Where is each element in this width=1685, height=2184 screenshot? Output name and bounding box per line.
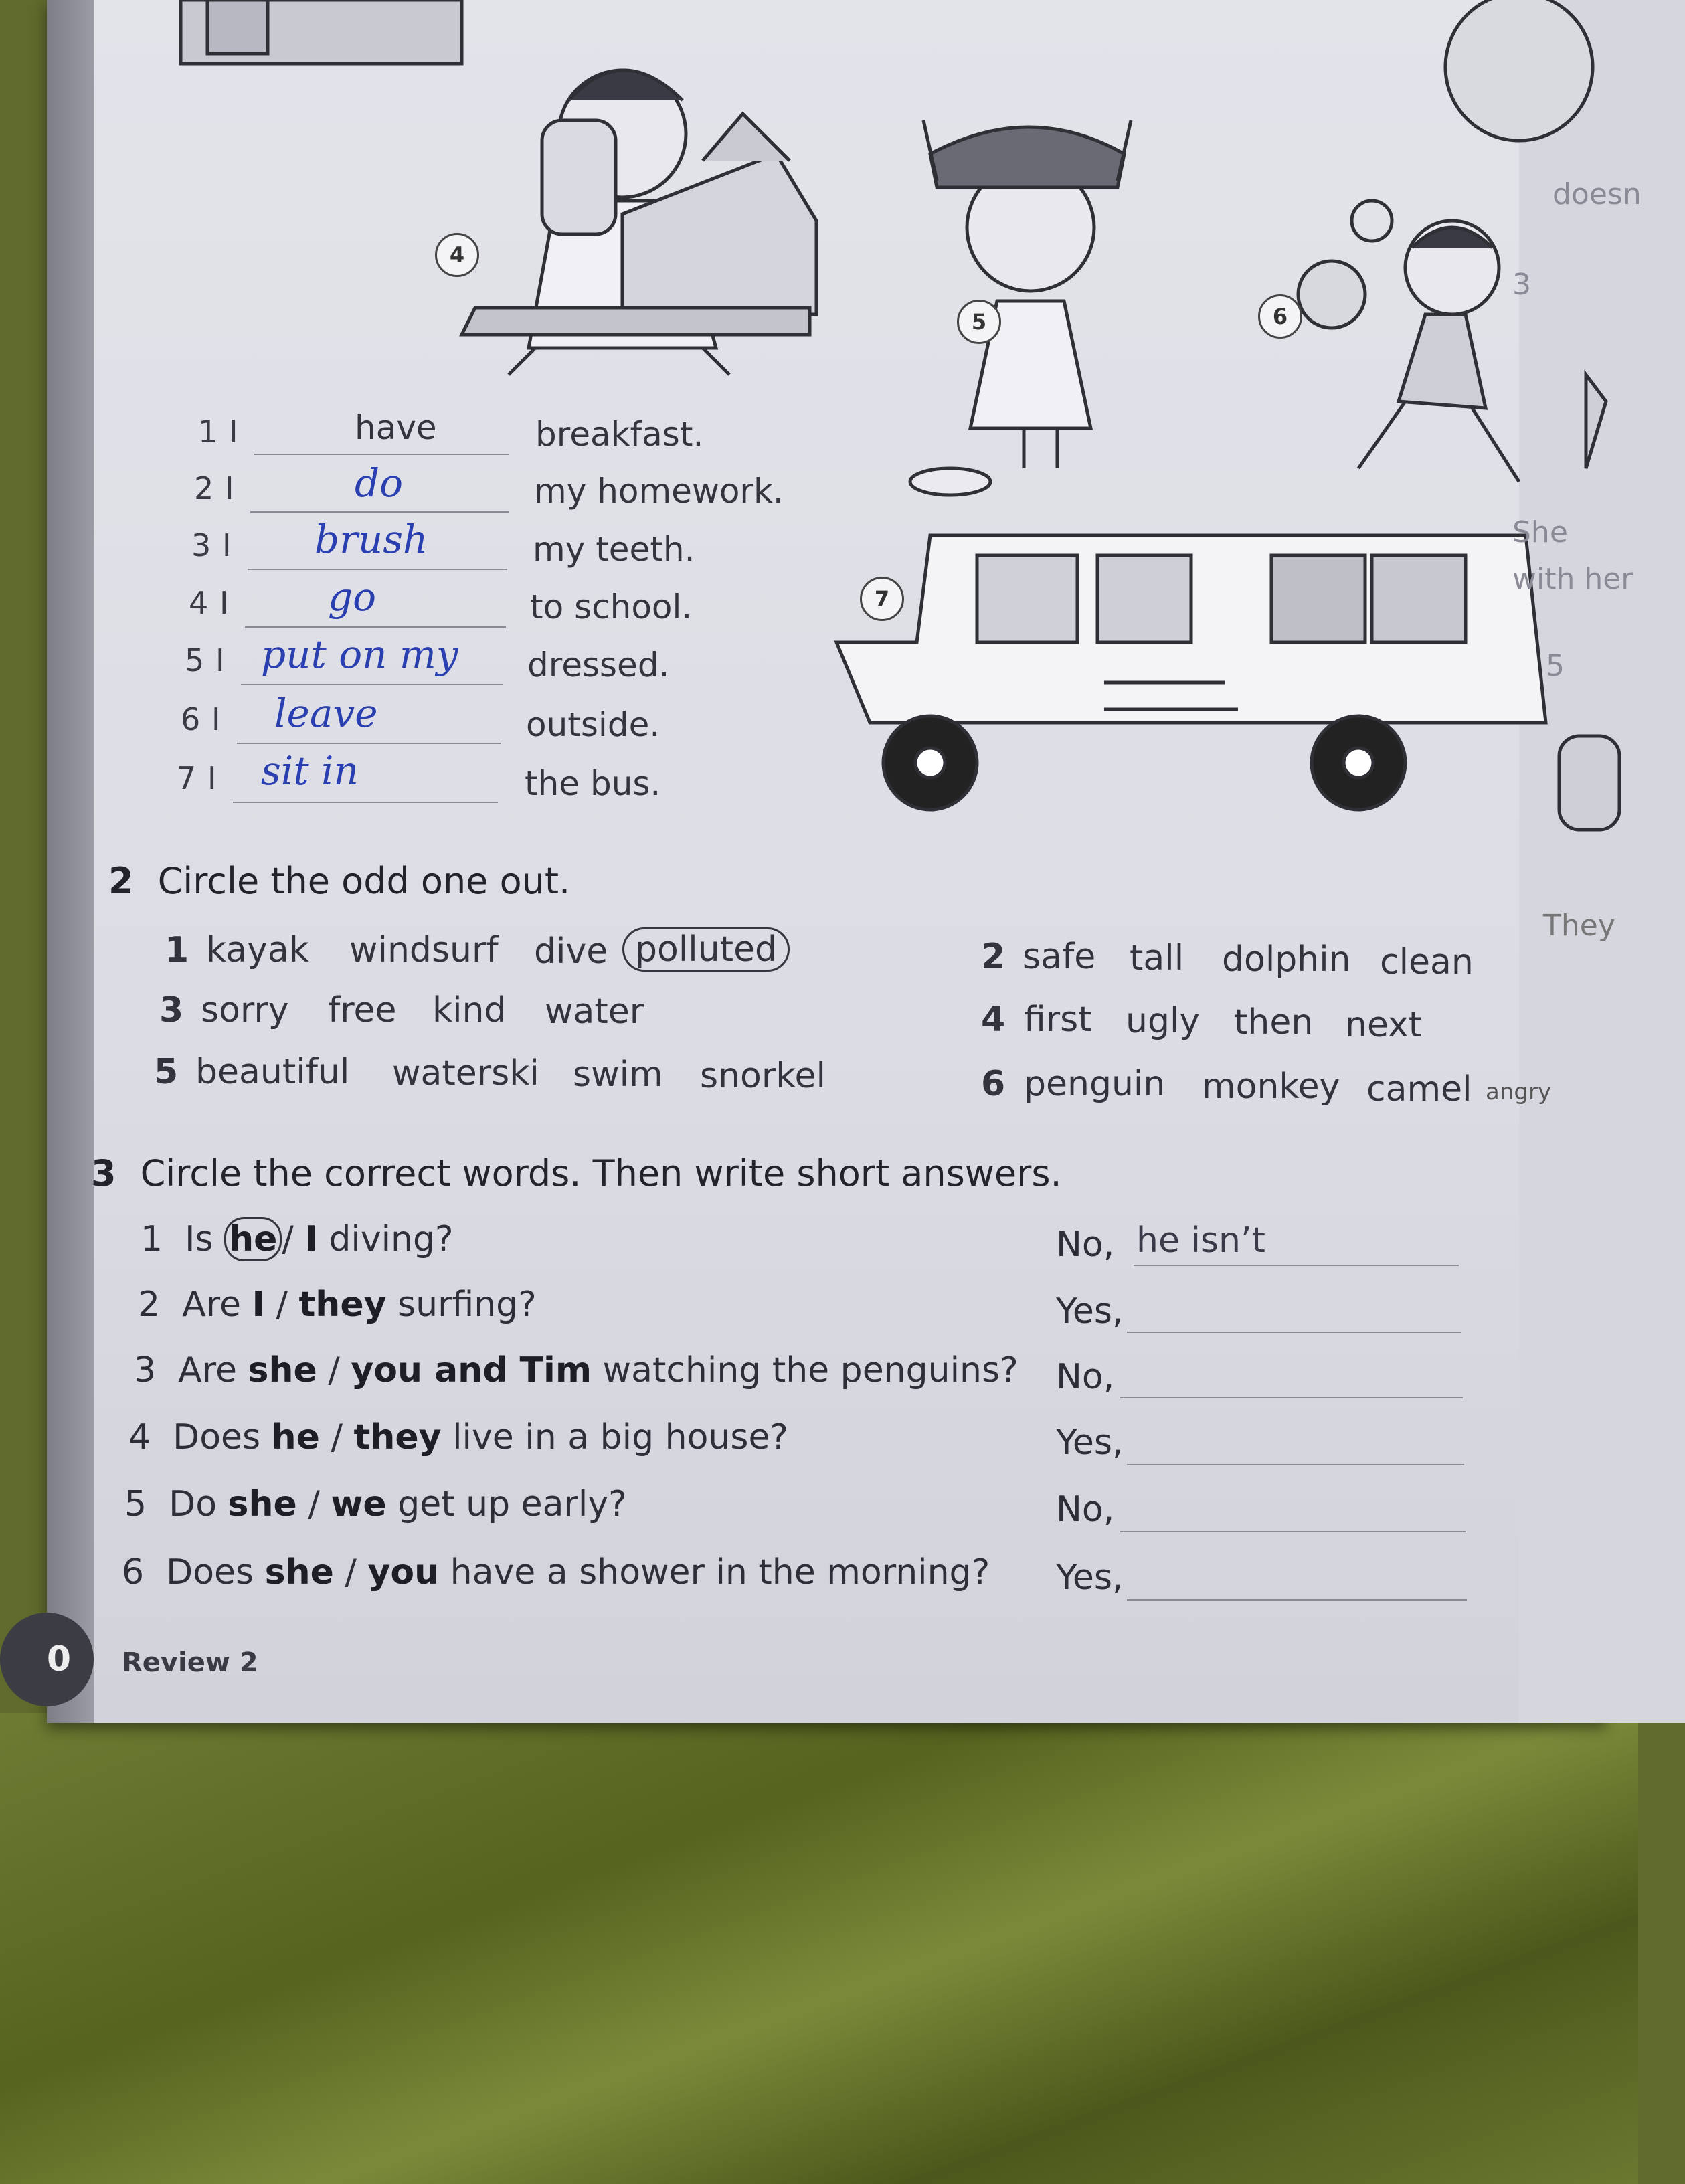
ex2-title: Circle the odd one out. bbox=[157, 860, 571, 902]
ex1-rest: the bus. bbox=[525, 764, 661, 803]
ex3-choice-b[interactable]: you and Tim bbox=[351, 1350, 592, 1390]
ex2-group-number: 4 bbox=[981, 1000, 1006, 1040]
ex3-separator: / bbox=[345, 1552, 357, 1592]
ex2-word[interactable]: next bbox=[1345, 1005, 1423, 1045]
ex3-answer-line[interactable] bbox=[1127, 1332, 1461, 1333]
workbook-page bbox=[46, 0, 1642, 1723]
ex3-question bbox=[141, 1219, 454, 1259]
ex1-subject: I bbox=[225, 470, 234, 507]
ex2-word[interactable]: beautiful bbox=[195, 1052, 350, 1092]
facing-page-text: They bbox=[1543, 909, 1615, 943]
ex2-word[interactable]: swim bbox=[573, 1055, 663, 1095]
ex3-choice-a[interactable]: he bbox=[271, 1417, 320, 1457]
ex3-question bbox=[134, 1350, 1018, 1390]
ex1-answer[interactable]: sit in bbox=[261, 748, 359, 794]
ex1-rest: my homework. bbox=[534, 472, 784, 511]
ex3-question-number: 2 bbox=[138, 1285, 161, 1325]
facing-page-text: 5 bbox=[1546, 649, 1565, 683]
facing-page-text: with her bbox=[1512, 562, 1633, 596]
ex2-word[interactable]: first bbox=[1024, 1000, 1092, 1040]
ex1-rest: outside. bbox=[526, 705, 660, 744]
ex3-post: diving? bbox=[329, 1219, 454, 1259]
ex3-answer-line[interactable] bbox=[1127, 1599, 1467, 1601]
ex2-word[interactable]: penguin bbox=[1024, 1064, 1166, 1104]
ex3-question-number: 3 bbox=[134, 1350, 157, 1390]
ex1-number: 5 bbox=[185, 642, 205, 678]
picture-label-5: 5 bbox=[957, 300, 1001, 344]
ex3-reply: Yes, bbox=[1056, 1558, 1124, 1598]
ex1-subject: I bbox=[219, 585, 229, 621]
ex3-choice-a[interactable]: I bbox=[252, 1285, 265, 1325]
ex2-group-number: 1 bbox=[165, 930, 189, 970]
ex3-answer-line[interactable] bbox=[1120, 1397, 1463, 1398]
ex3-separator: / bbox=[282, 1219, 294, 1259]
ex2-group-number: 5 bbox=[154, 1052, 179, 1092]
ex3-answer[interactable]: he isn’t bbox=[1136, 1220, 1265, 1261]
ex2-extra-word: angry bbox=[1486, 1079, 1552, 1105]
ex3-question bbox=[122, 1552, 990, 1592]
ex1-answer-line bbox=[248, 569, 507, 570]
ex3-title: Circle the correct words. Then write short answers. bbox=[140, 1152, 1062, 1194]
ex3-question-number: 5 bbox=[124, 1484, 147, 1524]
ex3-reply: Yes, bbox=[1056, 1423, 1124, 1463]
ex3-heading bbox=[91, 1152, 1062, 1194]
ex1-answer-line bbox=[241, 684, 503, 685]
ex3-post: watching the penguins? bbox=[602, 1350, 1018, 1390]
ex1-subject: I bbox=[211, 701, 221, 737]
ex1-number: 6 bbox=[181, 701, 201, 737]
ex3-post: live in a big house? bbox=[452, 1417, 789, 1457]
ex3-question bbox=[138, 1285, 537, 1325]
ex3-question-number: 6 bbox=[122, 1552, 145, 1592]
ex1-answer[interactable]: put on my bbox=[261, 632, 458, 677]
ex1-answer-line bbox=[233, 802, 498, 803]
ex2-heading bbox=[108, 860, 570, 902]
ex1-rest: to school. bbox=[530, 587, 693, 626]
ex3-question-number: 1 bbox=[141, 1219, 163, 1259]
ex3-reply: No, bbox=[1056, 1357, 1115, 1397]
ex3-answer-line[interactable] bbox=[1120, 1531, 1466, 1532]
ex3-choice-b[interactable]: they bbox=[353, 1417, 442, 1457]
ex3-pre: Is bbox=[185, 1219, 213, 1259]
ex2-word[interactable]: snorkel bbox=[700, 1056, 826, 1096]
ex2-word[interactable]: tall bbox=[1130, 938, 1184, 978]
ex1-subject: I bbox=[207, 760, 217, 796]
ex2-word[interactable]: dolphin bbox=[1222, 939, 1351, 980]
ex2-word[interactable]: ugly bbox=[1126, 1001, 1201, 1041]
ex3-post: get up early? bbox=[397, 1484, 627, 1524]
ex3-choice-b[interactable]: I bbox=[304, 1219, 318, 1259]
ex3-answer-line[interactable] bbox=[1127, 1464, 1464, 1465]
ex2-word[interactable]: waterski bbox=[392, 1053, 539, 1093]
facing-page-text: 3 bbox=[1512, 268, 1531, 302]
ex1-number: 1 bbox=[198, 414, 218, 450]
ex2-word[interactable]: monkey bbox=[1202, 1067, 1340, 1107]
ex3-choice-a[interactable]: he bbox=[224, 1217, 282, 1261]
facing-page-text: doesn bbox=[1553, 177, 1642, 211]
ex2-word[interactable]: kayak bbox=[206, 930, 309, 970]
ex2-word[interactable]: then bbox=[1234, 1002, 1314, 1042]
footer-label: Review 2 bbox=[122, 1647, 258, 1678]
ex1-answer-line bbox=[237, 743, 501, 744]
ex3-post: surfing? bbox=[397, 1285, 537, 1325]
ex3-number: 3 bbox=[91, 1152, 116, 1194]
picture-label-6: 6 bbox=[1258, 294, 1302, 339]
facing-page-text: She bbox=[1512, 515, 1568, 549]
ex3-separator: / bbox=[328, 1350, 340, 1390]
ex3-post: have a shower in the morning? bbox=[450, 1552, 990, 1592]
ex3-pre: Are bbox=[182, 1285, 241, 1325]
ex1-subject: I bbox=[222, 527, 232, 563]
ex2-group-number: 2 bbox=[981, 937, 1006, 977]
ex3-choice-a[interactable]: she bbox=[248, 1350, 317, 1390]
ex3-question bbox=[128, 1417, 788, 1457]
ex3-question bbox=[124, 1484, 627, 1524]
ex1-answer[interactable]: brush bbox=[315, 517, 428, 562]
ex2-word[interactable]: safe bbox=[1023, 937, 1096, 977]
ex2-word[interactable]: free bbox=[328, 990, 397, 1030]
ex1-number: 4 bbox=[189, 585, 209, 621]
ex1-number: 7 bbox=[177, 760, 197, 796]
ex3-answer-line bbox=[1134, 1265, 1459, 1266]
ex3-choice-b[interactable]: you bbox=[367, 1552, 440, 1592]
ex1-subject: I bbox=[229, 414, 238, 450]
ex3-pre: Do bbox=[169, 1484, 217, 1524]
ex3-pre: Does bbox=[173, 1417, 261, 1457]
ex3-pre: Are bbox=[178, 1350, 237, 1390]
ex3-separator: / bbox=[308, 1484, 320, 1524]
ex2-group-number: 6 bbox=[981, 1064, 1006, 1104]
background-cloth bbox=[0, 1713, 1638, 2184]
ex1-subject: I bbox=[215, 642, 225, 678]
ex1-answer[interactable]: do bbox=[355, 460, 404, 506]
ex3-choice-b[interactable]: we bbox=[331, 1484, 387, 1524]
ex2-word[interactable]: windsurf bbox=[349, 930, 499, 970]
ex2-word[interactable]: camel bbox=[1366, 1069, 1472, 1109]
ex1-rest: dressed. bbox=[527, 646, 670, 685]
ex1-number: 3 bbox=[191, 527, 211, 563]
ex2-number: 2 bbox=[108, 860, 134, 902]
ex3-pre: Does bbox=[166, 1552, 254, 1592]
page-number-badge: 0 bbox=[0, 1613, 94, 1706]
ex1-number: 2 bbox=[194, 470, 214, 507]
ex1-rest: breakfast. bbox=[535, 415, 704, 454]
ex2-word[interactable]: kind bbox=[432, 990, 507, 1030]
ex3-choice-a[interactable]: she bbox=[264, 1552, 334, 1592]
ex3-choice-a[interactable]: she bbox=[228, 1484, 297, 1524]
ex1-answer[interactable]: have bbox=[355, 408, 437, 447]
picture-label-7: 7 bbox=[860, 577, 904, 621]
ex2-word[interactable]: water bbox=[545, 992, 644, 1032]
ex1-rest: my teeth. bbox=[533, 530, 695, 569]
ex1-answer[interactable]: go bbox=[328, 574, 377, 620]
ex3-separator: / bbox=[331, 1417, 343, 1457]
ex3-question-number: 4 bbox=[128, 1417, 151, 1457]
ex2-word[interactable]: dive bbox=[534, 931, 608, 972]
ex3-choice-b[interactable]: they bbox=[298, 1285, 387, 1325]
ex2-word-circled[interactable]: polluted bbox=[622, 927, 790, 972]
ex1-answer-line bbox=[245, 626, 506, 628]
ex3-reply: No, bbox=[1056, 1489, 1115, 1530]
ex2-word[interactable]: sorry bbox=[201, 990, 289, 1030]
ex1-answer-line bbox=[250, 511, 509, 513]
picture-label-4: 4 bbox=[435, 233, 479, 277]
ex3-separator: / bbox=[276, 1285, 288, 1325]
ex2-group-number: 3 bbox=[159, 990, 184, 1030]
ex3-reply: Yes, bbox=[1056, 1291, 1124, 1332]
ex1-answer[interactable]: leave bbox=[274, 691, 378, 736]
ex3-reply: No, bbox=[1056, 1224, 1115, 1265]
ex2-word[interactable]: clean bbox=[1380, 942, 1474, 982]
ex1-answer-line bbox=[254, 454, 509, 455]
